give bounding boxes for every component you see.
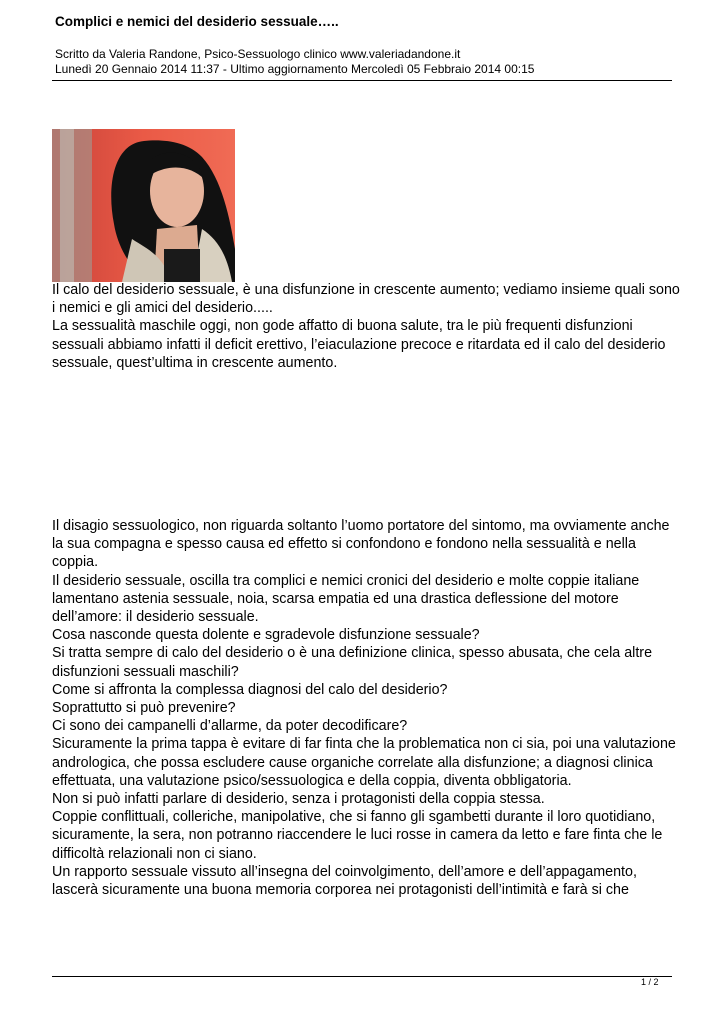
body-paragraph: Coppie conflittuali, colleriche, manipolative, che si fanno gli sgambetti durante il loro quotidiano, sicuramente, la sera, non potranno riaccendere le luci rosse in camera da letto e fare finta che le difficoltà relazionali non ci siano. — [52, 809, 663, 862]
header-divider — [52, 80, 672, 81]
author-photo — [52, 129, 235, 282]
intro-paragraph: La sessualità maschile oggi, non gode affatto di buona salute, tra le più frequenti disfunzioni sessuali abbiamo infatti il deficit erettivo, l’eiaculazione precoce e ritardata ed il calo del desiderio sessuale, quest’ultima in crescente aumento. — [52, 318, 666, 371]
body-paragraph: Si tratta sempre di calo del desiderio o è una definizione clinica, spesso abusata, che cela altre disfunzioni sessuali maschili? — [52, 645, 653, 680]
body-paragraph: Soprattutto si può prevenire? — [52, 700, 236, 717]
intro-text — [52, 281, 682, 372]
body-paragraph: Un rapporto sessuale vissuto all’insegna del coinvolgimento, dell’amore e dell’appagamento, lascerà sicuramente una buona memoria corporea nei protagonisti dell’intimità e farà si che — [52, 863, 637, 899]
body-paragraph: Non si può infatti parlare di desiderio, senza i protagonisti della coppia stessa. — [52, 791, 545, 808]
body-text — [52, 517, 682, 899]
intro-paragraph: Il calo del desiderio sessuale, è una disfunzione in crescente aumento; vediamo insieme quali sono i nemici e gli amici del desiderio..... — [52, 282, 680, 317]
body-paragraph: Cosa nasconde questa dolente e sgradevole disfunzione sessuale? — [52, 627, 480, 644]
page-number: 1 / 2 — [641, 977, 659, 987]
date-line: Lunedì 20 Gennaio 2014 11:37 - Ultimo aggiornamento Mercoledì 05 Febbraio 2014 00:15 — [55, 62, 535, 76]
author-line: Scritto da Valeria Randone, Psico-Sessuologo clinico www.valeriadandone.it — [55, 47, 461, 61]
body-paragraph: Come si affronta la complessa diagnosi del calo del desiderio? — [52, 681, 448, 698]
body-paragraph: Ci sono dei campanelli d’allarme, da poter decodificare? — [52, 718, 408, 735]
body-paragraph: Il desiderio sessuale, oscilla tra complici e nemici cronici del desiderio e molte coppie italiane lamentano astenia sessuale, noia, scarsa empatia ed una drastica deflessione del motore dell’amore: il desiderio sessuale. — [52, 572, 640, 626]
body-paragraph: Sicuramente la prima tappa è evitare di far finta che la problematica non ci sia, poi una valutazione andrologica, che possa escludere cause organiche correlate alla disfunzione; a diagnosi clinica effettuata, una valutazione psico/sessuologica e della coppia, diventa obbligatoria. — [52, 736, 676, 789]
body-paragraph: Il disagio sessuologico, non riguarda soltanto l’uomo portatore del sintomo, ma ovviamente anche la sua compagna e spesso causa ed effetto si confondono e fondono nella sessualità e nella coppia. — [52, 518, 670, 571]
page-title: Complici e nemici del desiderio sessuale….. — [55, 14, 339, 29]
footer-divider — [52, 976, 672, 977]
